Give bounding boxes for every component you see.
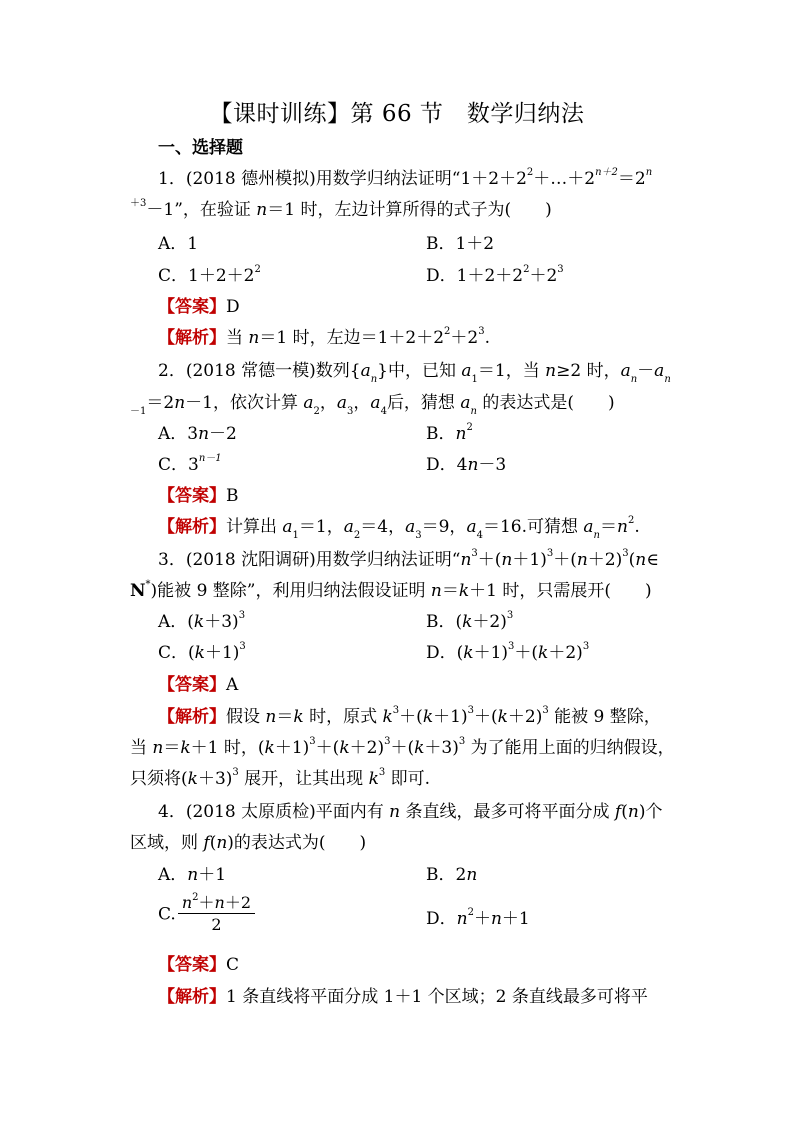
q4-option-c: C. $\frac{n^2+n+2}{2}$ bbox=[158, 893, 255, 945]
q2-option-a: A．3n－2 bbox=[158, 424, 237, 444]
q2-stem-line2: $_{-1}$＝2n－1，依次计算 $a_2$，$a_3$，$a_4$后，猜想 $a_n$ 的表达式是( ) bbox=[130, 393, 615, 418]
q3-answer: 【答案】A bbox=[158, 675, 239, 695]
page-title: 【课时训练】第 66 节 数学归纳法 bbox=[209, 101, 585, 127]
q1-option-a: A．1 bbox=[158, 234, 199, 254]
q1-answer: 【答案】D bbox=[158, 297, 240, 317]
q3-stem-line2: N*)能被 9 整除”，利用归纳法假设证明 n＝k＋1 时，只需展开( ) bbox=[130, 579, 652, 601]
q2-answer: 【答案】B bbox=[158, 486, 239, 506]
q2-option-c: C．$3^{n-1}$ bbox=[158, 453, 222, 475]
q1-option-c: C．$1+2+2^2$ bbox=[158, 264, 261, 286]
q3-analysis-line3: 只须将$(k+3)^3$ 展开，让其出现 $k^3$ 即可. bbox=[130, 767, 431, 789]
q3-option-c: C．$(k+1)^3$ bbox=[158, 641, 246, 663]
q2-option-b: B．$n^2$ bbox=[426, 422, 473, 444]
q1-analysis: 【解析】当 n＝1 时，左边$=1+2+2^2+2^3$. bbox=[158, 326, 491, 348]
q3-option-a: A．$(k+3)^3$ bbox=[158, 610, 246, 632]
section-heading: 一、选择题 bbox=[158, 138, 243, 158]
q3-option-b: B．$(k+2)^3$ bbox=[426, 610, 514, 632]
q2-stem-line1: 2．(2018 常德一模)数列$\{a_n\}$中，已知 $a_1=1$，当 n≥2 时，$a_n-a_n$ bbox=[158, 361, 671, 386]
q4-option-b: B．2n bbox=[426, 865, 478, 885]
q3-analysis-line2: 当 n＝k＋1 时，$(k+1)^3+(k+2)^3+(k+3)^3$ 为了能用上面的归纳假设， bbox=[130, 736, 675, 758]
q4-stem-line2: 区域，则 f(n)的表达式为( ) bbox=[130, 833, 367, 853]
q4-option-d: D．$n^2+n+1$ bbox=[426, 907, 530, 929]
q3-analysis-line1: 【解析】假设 n＝k 时，原式 $k^3+(k+1)^3+(k+2)^3$ 能被 9 整除， bbox=[158, 705, 661, 727]
q1-stem-line2: $^{+3}$－1”，在验证 n＝1 时，左边计算所得的式子为( ) bbox=[130, 198, 552, 220]
q3-option-d: D．$(k+1)^3+(k+2)^3$ bbox=[426, 641, 590, 663]
q2-analysis: 【解析】计算出 $a_1=1$，$a_2=4$，$a_3=9$，$a_4=16$.可猜想 $a_n=n^2$. bbox=[158, 515, 640, 542]
q2-option-d: D．4n－3 bbox=[426, 455, 507, 475]
q1-stem-line1: 1．(2018 德州模拟)用数学归纳法证明“$1+2+2^2+\dots+2^{n+2}=2^n$ bbox=[158, 167, 653, 189]
q4-option-a: A．n＋1 bbox=[158, 865, 227, 885]
q4-answer: 【答案】C bbox=[158, 955, 240, 975]
fraction: $\frac{n^2+n+2}{2}$ bbox=[178, 893, 255, 936]
q3-stem-line1: 3．(2018 沈阳调研)用数学归纳法证明“$n^3+(n+1)^3+(n+2)^3(n\in$ bbox=[158, 548, 659, 570]
q1-option-b: B．1＋2 bbox=[426, 234, 495, 254]
q4-stem-line1: 4．(2018 太原质检)平面内有 n 条直线，最多可将平面分成 f(n)个 bbox=[158, 802, 663, 822]
q1-option-d: D．$1+2+2^2+2^3$ bbox=[426, 264, 564, 286]
q4-analysis: 【解析】1 条直线将平面分成 1＋1 个区域；2 条直线最多可将平 bbox=[158, 987, 648, 1007]
